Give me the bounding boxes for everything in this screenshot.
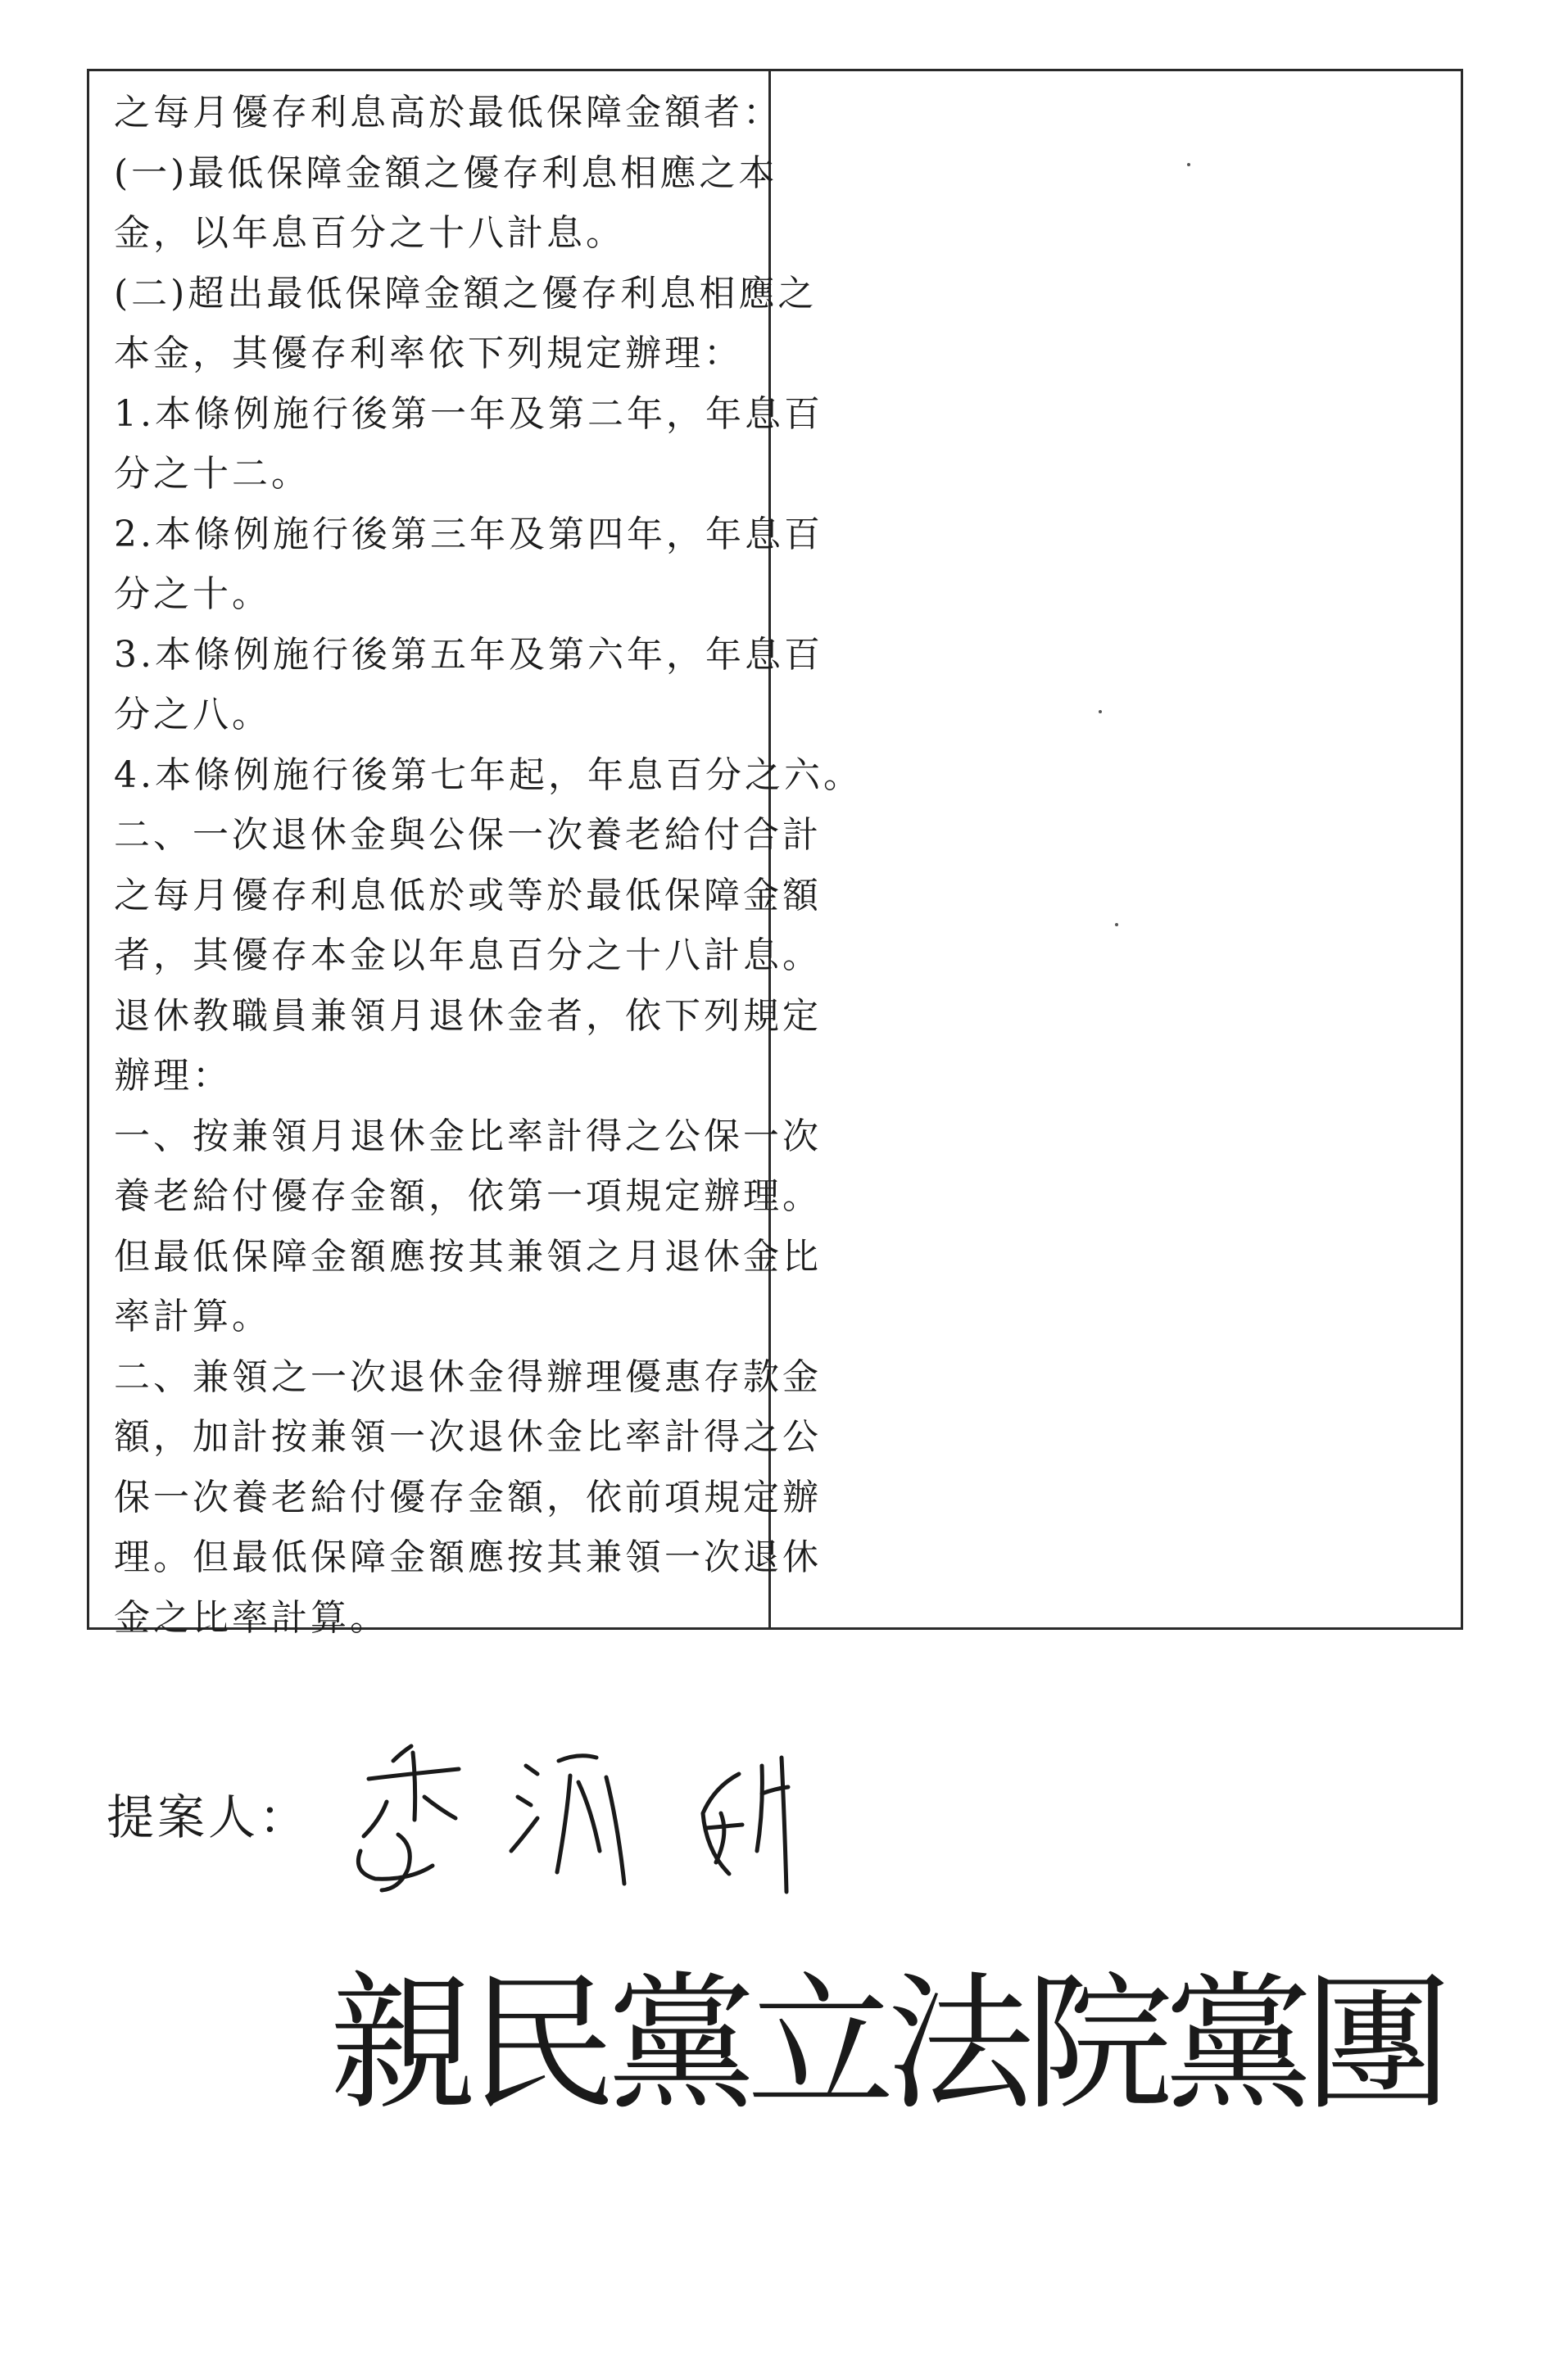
text-line: 分之八。 xyxy=(114,694,271,735)
stamp-text: 親民黨立法院黨團 xyxy=(329,1959,1444,2130)
text-line: 1.本條例施行後第一年及第二年，年息百 xyxy=(114,392,823,435)
text-line: 分之十二。 xyxy=(114,453,310,495)
text-line: 率計算。 xyxy=(114,1296,271,1337)
text-line: 之每月優存利息高於最低保障金額者： xyxy=(114,92,782,133)
text-line: 理。但最低保障金額應按其兼領一次退休 xyxy=(114,1536,822,1578)
text-line: 辦理： xyxy=(114,1055,232,1097)
text-line: 者，其優存本金以年息百分之十八計息。 xyxy=(114,934,822,976)
text-line: 2.本條例施行後第三年及第四年，年息百 xyxy=(114,513,823,555)
text-line: 本金，其優存利率依下列規定辦理： xyxy=(114,333,743,374)
text-line: 二、一次退休金與公保一次養老給付合計 xyxy=(114,814,822,856)
scan-speck xyxy=(1099,710,1102,713)
text-line: 金之比率計算。 xyxy=(114,1596,389,1639)
text-line: 額，加計按兼領一次退休金比率計得之公 xyxy=(114,1416,822,1458)
text-line: 分之十。 xyxy=(114,573,271,615)
scan-speck xyxy=(1115,923,1118,926)
text-line: 但最低保障金額應按其兼領之月退休金比 xyxy=(114,1235,822,1278)
text-line: 保一次養老給付優存金額，依前項規定辦 xyxy=(114,1476,822,1518)
amendment-text-column xyxy=(89,71,863,1639)
text-line: (二)超出最低保障金額之優存利息相應之 xyxy=(114,272,818,314)
scan-speck xyxy=(1187,163,1190,166)
text-line: 之每月優存利息低於或等於最低保障金額 xyxy=(114,874,822,916)
text-line: 金，以年息百分之十八計息。 xyxy=(114,212,625,254)
text-line: 養老給付優存金額，依第一項規定辦理。 xyxy=(114,1175,822,1217)
proposal-table xyxy=(87,69,1463,1639)
explanation-column xyxy=(771,71,1461,1627)
proposer-label: 提案人： xyxy=(107,1790,310,1845)
text-line: 退休教職員兼領月退休金者，依下列規定 xyxy=(114,994,822,1037)
party-caucus-stamp xyxy=(328,1943,1444,2130)
text-line: 二、兼領之一次退休金得辦理優惠存款金 xyxy=(114,1355,822,1398)
text-line: 4.本條例施行後第七年起，年息百分之六。 xyxy=(114,753,863,796)
text-line: 一、按兼領月退休金比率計得之公保一次 xyxy=(114,1115,822,1157)
text-line: 3.本條例施行後第五年及第六年，年息百 xyxy=(114,633,823,676)
handwritten-signature xyxy=(336,1728,909,1900)
text-line: (一)最低保障金額之優存利息相應之本 xyxy=(114,152,778,194)
